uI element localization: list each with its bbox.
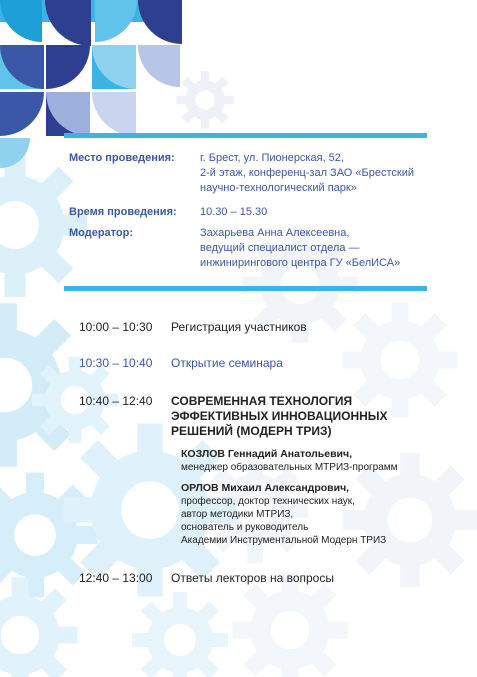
- schedule-title: Открытие семинара: [171, 356, 283, 370]
- venue-label: Место проведения:: [69, 152, 175, 164]
- speaker: [181, 482, 441, 547]
- schedule-title: Ответы лекторов на вопросы: [171, 571, 334, 585]
- schedule-title: СОВРЕМЕННАЯ ТЕХНОЛОГИЯ ЭФФЕКТИВНЫХ ИННОВАЦИОННЫХ РЕШЕНИЙ (МОДЕРН ТРИЗ): [171, 394, 388, 438]
- schedule-title: Регистрация участников: [171, 320, 307, 334]
- bottom-divider: [64, 286, 427, 291]
- speaker: [181, 448, 441, 474]
- schedule-time: 10:00 – 10:30: [79, 320, 153, 334]
- top-divider: [64, 133, 427, 138]
- speaker-name: КОЗЛОВ Геннадий Анатольевич,: [181, 448, 353, 460]
- speaker-role: менеджер образовательных МТРИЗ-программ: [181, 462, 398, 473]
- speaker-role: профессор, доктор технических наук, автор методики МТРИЗ, основатель и руководитель Академии Инструментальной Модерн ТРИЗ: [181, 496, 387, 546]
- time-label: Время проведения:: [69, 206, 177, 218]
- moderator-value: Захарьева Анна Алексеевна, ведущий специалист отдела — инжинирингового центра ГУ «БелИСА»: [200, 227, 401, 269]
- schedule-time: 12:40 – 13:00: [79, 571, 153, 585]
- time-value: 10.30 – 15.30: [200, 206, 268, 218]
- schedule-time: 10:30 – 10:40: [79, 356, 153, 370]
- schedule-time: 10:40 – 12:40: [79, 394, 153, 408]
- venue-value: г. Брест, ул. Пионерская, 52, 2-й этаж, конференц-зал ЗАО «Брестский научно-технологический парк»: [200, 152, 415, 194]
- speaker-name: ОРЛОВ Михаил Александрович,: [181, 482, 350, 494]
- moderator-label: Модератор:: [69, 227, 134, 239]
